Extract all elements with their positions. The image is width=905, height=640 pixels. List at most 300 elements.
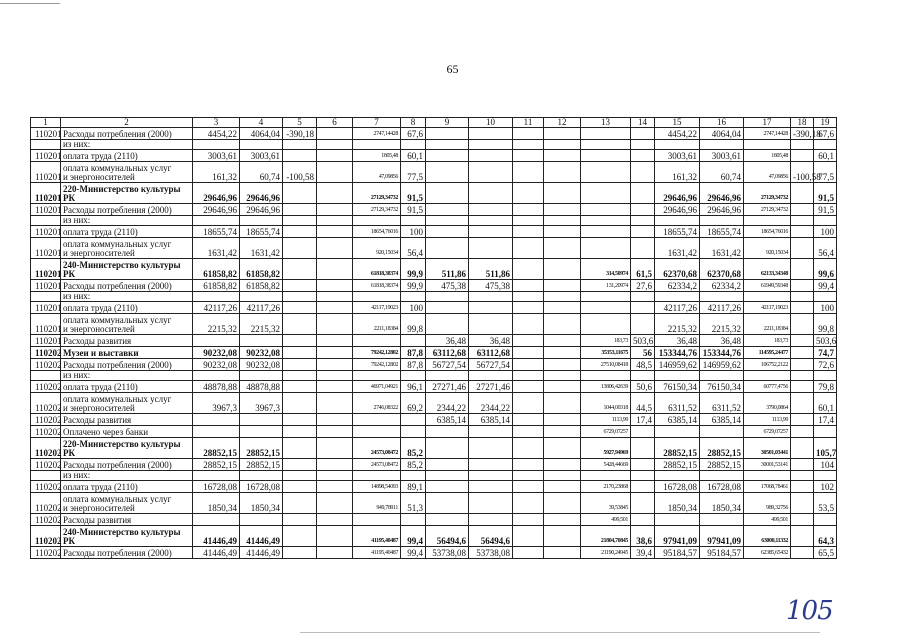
cell-col-14: 50,6 [631,381,655,393]
cell-col-3 [193,216,240,226]
cell-col-9 [426,162,469,183]
cell-col-9 [426,481,469,493]
row-label-line: Расходы потребления (2000) [63,360,172,370]
column-header: 18 [791,118,814,128]
cell-col-5 [283,381,317,393]
cell-col-3: 3967,3 [193,393,240,414]
cell-col-14: 39,4 [631,547,655,559]
cell-col-17: 1113,99 [744,414,791,426]
cell-col-7: 24573,08472 [353,459,401,471]
cell-col-18 [791,459,814,471]
cell-col-8 [401,426,426,438]
cell-col-5 [283,526,317,547]
cell-col-3 [193,140,240,150]
cell-col-13: 131,20974 [581,280,631,292]
cell-col-16 [700,371,744,381]
row-label [61,280,193,292]
cell-col-17: 30501,03441 [744,438,791,459]
cell-col-11 [513,314,544,335]
cell-col-10 [469,459,513,471]
cell-col-8: 99,8 [401,314,426,335]
cell-col-10 [469,481,513,493]
table-row [31,314,837,335]
row-label-line: оплата труда (2110) [63,151,138,161]
row-code: 110201 [31,150,61,162]
cell-col-13 [581,302,631,314]
cell-col-18 [791,238,814,259]
cell-col-8: 87,8 [401,347,426,359]
cell-col-9 [426,183,469,204]
cell-col-19: 104 [814,459,837,471]
cell-col-14 [631,314,655,335]
cell-col-13: 27510,08418 [581,359,631,371]
cell-col-5 [283,493,317,514]
cell-col-17: 17068,78461 [744,481,791,493]
cell-col-17 [744,371,791,381]
cell-col-4 [240,471,283,481]
row-code: 110201 [31,335,61,347]
cell-col-10: 56727,54 [469,359,513,371]
cell-col-18 [791,314,814,335]
cell-col-10: 475,38 [469,280,513,292]
cell-col-11 [513,459,544,471]
cell-col-5 [283,414,317,426]
cell-col-10 [469,438,513,459]
cell-col-8: 67,6 [401,128,426,140]
cell-col-15: 153344,76 [655,347,700,359]
cell-col-5 [283,547,317,559]
cell-col-8: 89,1 [401,481,426,493]
cell-col-15: 6311,52 [655,393,700,414]
cell-col-12 [544,547,581,559]
cell-col-13 [581,128,631,140]
column-header: 11 [513,118,544,128]
cell-col-18 [791,493,814,514]
cell-col-17: 27129,34732 [744,204,791,216]
cell-col-4: 90232,08 [240,347,283,359]
row-label [61,471,193,481]
row-label [61,314,193,335]
column-header: 6 [317,118,353,128]
cell-col-16: 28852,15 [700,438,744,459]
cell-col-6 [317,238,353,259]
cell-col-12 [544,335,581,347]
cell-col-10 [469,493,513,514]
cell-col-17: 989,32756 [744,493,791,514]
cell-col-7: 2747,14428 [353,128,401,140]
cell-col-3 [193,371,240,381]
cell-col-4: 28852,15 [240,459,283,471]
cell-col-9 [426,238,469,259]
cell-col-10: 56494,6 [469,526,513,547]
cell-col-18 [791,414,814,426]
cell-col-6 [317,292,353,302]
row-label [61,302,193,314]
row-label [61,335,193,347]
cell-col-18 [791,140,814,150]
cell-col-12 [544,302,581,314]
cell-col-15: 95184,57 [655,547,700,559]
table-row [31,335,837,347]
cell-col-10 [469,302,513,314]
cell-col-4: 60,74 [240,162,283,183]
cell-col-16 [700,426,744,438]
cell-col-11 [513,347,544,359]
cell-col-3 [193,471,240,481]
cell-col-6 [317,381,353,393]
cell-col-17: 6729,07257 [744,426,791,438]
cell-col-6 [317,426,353,438]
cell-col-5: -390,18 [283,128,317,140]
row-label-line: Расходы потребления (2000) [63,129,172,139]
cell-col-9 [426,140,469,150]
cell-col-4: 16728,08 [240,481,283,493]
cell-col-6 [317,514,353,526]
row-code: 110202 [31,438,61,459]
row-code: 110202 [31,493,61,514]
cell-col-7 [353,471,401,481]
cell-col-9 [426,292,469,302]
cell-col-3 [193,335,240,347]
cell-col-15: 28852,15 [655,438,700,459]
cell-col-5 [283,226,317,238]
cell-col-14 [631,493,655,514]
cell-col-19 [814,471,837,481]
table-row [31,459,837,471]
cell-col-7: 1805,48 [353,150,401,162]
cell-col-14: 48,5 [631,359,655,371]
row-label-line: оплата коммунальных услуг [63,494,172,504]
row-label [61,204,193,216]
cell-col-16: 29646,96 [700,204,744,216]
cell-col-19: 72,6 [814,359,837,371]
cell-col-3: 61858,82 [193,280,240,292]
cell-col-10 [469,292,513,302]
cell-col-9: 63112,68 [426,347,469,359]
column-header: 9 [426,118,469,128]
cell-col-16 [700,514,744,526]
cell-col-15: 4454,22 [655,128,700,140]
cell-col-15 [655,371,700,381]
cell-col-16: 1631,42 [700,238,744,259]
cell-col-12 [544,459,581,471]
cell-col-13 [581,292,631,302]
column-number-row [31,118,837,128]
cell-col-14 [631,302,655,314]
cell-col-8: 99,4 [401,547,426,559]
cell-col-4 [240,335,283,347]
cell-col-7: 14898,54093 [353,481,401,493]
cell-col-10 [469,183,513,204]
cell-col-13: 21190,24945 [581,547,631,559]
cell-col-7: 2746,08322 [353,393,401,414]
cell-col-4 [240,216,283,226]
cell-col-4: 3003,61 [240,150,283,162]
cell-col-11 [513,393,544,414]
cell-col-10 [469,238,513,259]
cell-col-19: 77,5 [814,162,837,183]
cell-col-7 [353,140,401,150]
cell-col-19: 503,6 [814,335,837,347]
row-label-line: 240-Министерство культуры [63,527,181,537]
cell-col-11 [513,438,544,459]
row-label [61,238,193,259]
cell-col-6 [317,438,353,459]
cell-col-7: 79242,12802 [353,359,401,371]
cell-col-16 [700,292,744,302]
cell-col-14 [631,183,655,204]
cell-col-6 [317,259,353,280]
table-row [31,371,837,381]
cell-col-6 [317,459,353,471]
scan-artifact-top [0,3,60,4]
cell-col-4: 61858,82 [240,280,283,292]
cell-col-4: 28852,15 [240,438,283,459]
row-code: 110202 [31,359,61,371]
table-row [31,347,837,359]
cell-col-16: 42117,26 [700,302,744,314]
table-row [31,204,837,216]
row-label-line: РК [63,448,76,458]
cell-col-11 [513,216,544,226]
cell-col-6 [317,183,353,204]
row-code: 110202 [31,426,61,438]
cell-col-8 [401,140,426,150]
cell-col-10 [469,371,513,381]
cell-col-18 [791,226,814,238]
cell-col-12 [544,347,581,359]
cell-col-8: 91,5 [401,183,426,204]
cell-col-8 [401,514,426,526]
cell-col-3: 28852,15 [193,438,240,459]
cell-col-16: 60,74 [700,162,744,183]
row-label-line: Музеи и выставки [63,348,139,358]
cell-col-8 [401,371,426,381]
row-code: 110201 [31,128,61,140]
cell-col-19: 100 [814,226,837,238]
row-label-line: Расходы потребления (2000) [63,548,172,558]
cell-col-8 [401,414,426,426]
cell-col-9: 2344,22 [426,393,469,414]
cell-col-11 [513,162,544,183]
cell-col-10: 63112,68 [469,347,513,359]
cell-col-15: 6385,14 [655,414,700,426]
cell-col-17 [744,471,791,481]
cell-col-14: 17,4 [631,414,655,426]
cell-col-8: 69,2 [401,393,426,414]
cell-col-19: 91,5 [814,204,837,216]
cell-col-11 [513,371,544,381]
cell-col-17: 106752,2122 [744,359,791,371]
row-label-line: Расходы развития [63,515,132,525]
cell-col-19 [814,140,837,150]
cell-col-8: 51,3 [401,493,426,514]
cell-col-4 [240,514,283,526]
cell-col-5: -100,58 [283,162,317,183]
cell-col-5 [283,371,317,381]
row-label [61,547,193,559]
cell-col-16 [700,140,744,150]
cell-col-6 [317,526,353,547]
cell-col-9: 6385,14 [426,414,469,426]
row-code: 110201 [31,238,61,259]
cell-col-15: 3003,61 [655,150,700,162]
cell-col-15: 42117,26 [655,302,700,314]
row-label-line: 240-Министерство культуры [63,260,181,270]
cell-col-11 [513,183,544,204]
row-label-line: оплата труда (2110) [63,382,138,392]
cell-col-10: 36,48 [469,335,513,347]
row-label-line: РК [63,269,76,279]
cell-col-11 [513,414,544,426]
cell-col-15 [655,140,700,150]
cell-col-16 [700,216,744,226]
cell-col-11 [513,481,544,493]
cell-col-15 [655,216,700,226]
cell-col-3: 41446,49 [193,526,240,547]
row-label-line: оплата коммунальных услуг [63,315,172,325]
cell-col-13 [581,471,631,481]
cell-col-4: 3967,3 [240,393,283,414]
row-label-line: 220-Министерство культуры [63,439,181,449]
cell-col-19: 74,7 [814,347,837,359]
cell-col-18 [791,471,814,481]
cell-col-17: 114595,24477 [744,347,791,359]
cell-col-17: 499,501 [744,514,791,526]
cell-col-7 [353,514,401,526]
cell-col-9: 56727,54 [426,359,469,371]
row-code: 110202 [31,414,61,426]
cell-col-15: 2215,32 [655,314,700,335]
cell-col-17: 61949,59348 [744,280,791,292]
cell-col-11 [513,471,544,481]
cell-col-9 [426,438,469,459]
cell-col-17: 2747,14428 [744,128,791,140]
cell-col-4: 90232,08 [240,359,283,371]
cell-col-12 [544,393,581,414]
cell-col-15: 18655,74 [655,226,700,238]
cell-col-19: 60,1 [814,393,837,414]
cell-col-12 [544,481,581,493]
row-label-line: и энергоносителей [63,503,135,513]
page-number: 65 [446,62,459,76]
cell-col-5 [283,481,317,493]
cell-col-13: 183,73 [581,335,631,347]
cell-col-14 [631,162,655,183]
cell-col-19: 17,4 [814,414,837,426]
cell-col-11 [513,381,544,393]
cell-col-13 [581,204,631,216]
cell-col-6 [317,140,353,150]
cell-col-13 [581,140,631,150]
row-label [61,371,193,381]
cell-col-9: 36,48 [426,335,469,347]
cell-col-15 [655,471,700,481]
cell-col-10 [469,314,513,335]
cell-col-13: 1044,00318 [581,393,631,414]
cell-col-13: 314,50974 [581,259,631,280]
cell-col-3: 2215,32 [193,314,240,335]
cell-col-5 [283,292,317,302]
cell-col-15: 29646,96 [655,183,700,204]
cell-col-16: 18655,74 [700,226,744,238]
table-row [31,381,837,393]
cell-col-3: 48878,88 [193,381,240,393]
cell-col-12 [544,426,581,438]
cell-col-10 [469,204,513,216]
cell-col-14: 44,5 [631,393,655,414]
cell-col-19: 65,5 [814,547,837,559]
cell-col-3: 90232,08 [193,359,240,371]
cell-col-12 [544,259,581,280]
row-label [61,459,193,471]
row-label-line: оплата труда (2110) [63,227,138,237]
cell-col-14 [631,128,655,140]
cell-col-3: 161,32 [193,162,240,183]
cell-col-6 [317,150,353,162]
cell-col-14 [631,140,655,150]
cell-col-5 [283,347,317,359]
cell-col-6 [317,493,353,514]
cell-col-15: 1631,42 [655,238,700,259]
cell-col-7: 79242,12802 [353,347,401,359]
row-label-line: Оплачено через банки [63,427,149,437]
row-code [31,216,61,226]
cell-col-14 [631,426,655,438]
table-row [31,238,837,259]
cell-col-14 [631,204,655,216]
row-code: 110201 [31,162,61,183]
cell-col-4 [240,371,283,381]
column-header: 17 [744,118,791,128]
row-label-line: из них: [63,139,91,149]
row-label [61,481,193,493]
cell-col-19: 99,6 [814,259,837,280]
cell-col-3: 29646,96 [193,183,240,204]
cell-col-7: 61818,38374 [353,280,401,292]
cell-col-15: 16728,08 [655,481,700,493]
cell-col-18 [791,547,814,559]
row-label-line: оплата коммунальных услуг [63,394,172,404]
table-row [31,259,837,280]
row-label [61,493,193,514]
cell-col-5 [283,183,317,204]
row-label-line: оплата коммунальных услуг [63,163,172,173]
cell-col-5 [283,459,317,471]
cell-col-9: 27271,46 [426,381,469,393]
row-label-line: РК [63,193,76,203]
table-row [31,280,837,292]
cell-col-18 [791,302,814,314]
row-label-line: оплата коммунальных услуг [63,239,172,249]
row-label [61,393,193,414]
cell-col-11 [513,128,544,140]
cell-col-4: 29646,96 [240,204,283,216]
cell-col-8: 99,4 [401,526,426,547]
cell-col-14 [631,438,655,459]
table-row [31,140,837,150]
cell-col-3: 90232,08 [193,347,240,359]
row-code: 110202 [31,393,61,414]
cell-col-13: 5927,94969 [581,438,631,459]
row-label-line: из них: [63,470,91,480]
cell-col-14 [631,481,655,493]
table-row [31,216,837,226]
cell-col-9 [426,493,469,514]
cell-col-5 [283,426,317,438]
table-row [31,438,837,459]
cell-col-3: 42117,26 [193,302,240,314]
